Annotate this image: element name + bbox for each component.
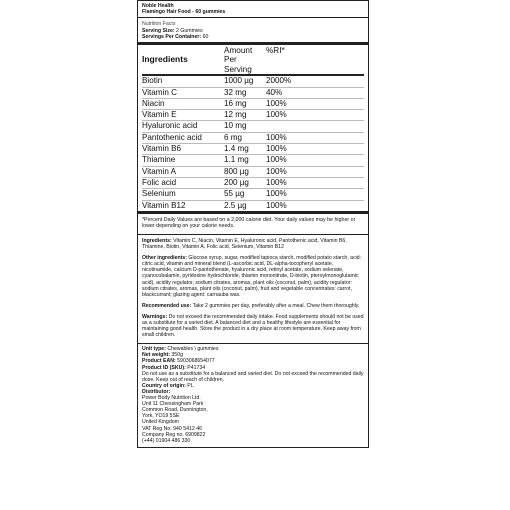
nutrient-row [142,155,364,166]
other-ingredients-text: Glucose syrup, sugar, modified tapioca starch, modified potato starch, acid: citric acid, vitamin and mineral blend (L-ascorbic acid, DL-alpha-tocopheryl acetate, nicotinamide, calcium D-pantothenate, hyaluronic acid, retinyl acetate, sodium selenate, cyanocobalamin, pyridoxine hydrochloride, thiamin mononitrate, D-biotin, pteroylmonoglutamic acid), acidity regulator, sodium citrates, aromas, plant oils (coconut, palm), acidity regulator: sodium citrates, aromas, plant oils (coconut, palm), fruit and vegetable concentrates: carrot, blackcurrant; glazing agent: carnauba wax. [142,255,362,298]
nutrient-ri: 40% [266,87,364,98]
servings-per-container [142,34,364,40]
nutrient-amount: 200 µg [224,177,266,188]
nutrient-row [142,98,364,109]
net-weight-value: 350g [171,352,183,359]
ingredients-text: Vitamin C, Niacin, Vitamin E, Hyaluronic acid, Pantothenic acid, Vitamin B6, Thiamine, Biotin, Vitamin A, Folic acid, Selenium, Vitamin B12 [142,237,347,251]
nutrient-amount: 12 mg [224,110,266,121]
nutrient-name: Pantothenic acid [142,132,224,143]
distributor-label: Distributor: [142,388,171,395]
nutrient-name: Selenium [142,189,224,200]
col-ri: %RI* [266,46,285,56]
nutrient-row [142,166,364,177]
serving-size-label: Serving Size: [142,27,175,34]
nutrient-row [142,110,364,121]
nutrient-row [142,75,364,87]
col-amount: Amount Per Serving [224,46,253,74]
nutrient-row [142,121,364,132]
nutrient-name: Vitamin B6 [142,144,224,155]
nutrient-name: Vitamin C [142,87,224,98]
distributor-line: Common Road, Dunnington, [142,407,208,414]
nutrient-name: Vitamin A [142,166,224,177]
nutrient-ri: 100% [266,132,364,143]
nutrient-amount: 32 mg [224,87,266,98]
product-name: Flamingo Hair Food - 60 gummies [142,9,226,16]
product-ean-label: Product EAN: [142,358,176,365]
nutrient-row [142,144,364,155]
nutrition-table-header [142,45,364,75]
nutrient-amount: 16 mg [224,98,266,109]
nutrient-ri: 100% [266,200,364,211]
nutrient-row [142,87,364,98]
ingredients-section [138,234,368,343]
nutrient-name: Folic acid [142,177,224,188]
nutrient-amount: 1.1 mg [224,155,266,166]
product-header [138,1,368,17]
nutrient-row [142,177,364,188]
nutrition-table-section [138,42,368,211]
warnings-text: Do not exceed the recommended daily intake. Food supplements should not be used as a substitute for a varied diet. A balanced diet and a healthy lifestyle are essential for maintaining good health. Store the product in a dry place at room temperature. Keep away from small children. [142,313,364,339]
nutrient-amount: 55 µg [224,189,266,200]
col-ingredients: Ingredients [142,54,188,65]
nutrient-ri: 100% [266,189,364,200]
country-label: Country of origin: [142,382,186,389]
nutrient-amount: 10 mg [224,121,266,132]
distributor-line: York, YO19 5SE [142,413,180,420]
nutrient-name: Hyaluronic acid [142,121,224,132]
daily-value-footnote: *Percent Daily Values are based on a 2,000 calorie diet. Your daily values may be higher or lower depending on your calorie needs. [138,211,368,234]
nutrient-ri: 100% [266,155,364,166]
nutrient-ri: 2000% [266,75,364,87]
product-sku-label: Product ID (SKU): [142,364,186,371]
unit-type-value: Chewables \ gummies [167,346,219,353]
product-info-section [138,343,368,447]
other-ingredients-block [142,255,364,298]
distributor-line: Power Body Nutrition Ltd. [142,395,201,402]
brand-name: Noble Health [142,3,174,9]
distributor-line: Unit 11 Chessingham Park [142,401,204,408]
servings-label: Servings Per Container: [142,33,202,40]
recommended-use-text: Take 2 gummies per day, preferably after a meal. Chew them thoroughly. [192,302,360,309]
product-sku-value: P41734 [187,364,206,371]
distributor-line: United Kingdom [142,419,179,426]
nutrition-facts-header [138,17,368,42]
nutrient-ri: 100% [266,98,364,109]
nutrient-amount: 1000 µg [224,75,266,87]
nutrition-table-body [142,75,364,211]
distributor-line: (+44) 01904 486 330 [142,437,191,444]
substitute-note: Do not use as a substitute for a balanced and varied diet. Do not exceed the recommended daily dose. Keep out of reach of children. [142,370,364,383]
nutrient-ri: 100% [266,110,364,121]
nutrient-name: Vitamin B12 [142,200,224,211]
supplement-label [137,0,369,448]
nutrient-amount: 2.5 µg [224,200,266,211]
distributor-line: VAT Reg No. 940 5412 46 [142,425,202,432]
nutrient-name: Biotin [142,75,224,87]
recommended-use-block [142,303,364,309]
unit-type-label: Unit type: [142,346,166,353]
country-value: PL [187,382,194,389]
nutrient-amount: 1.4 mg [224,144,266,155]
warnings-block [142,314,364,341]
nutrient-ri: 100% [266,177,364,188]
nutrient-ri: 100% [266,144,364,155]
nutrient-row [142,200,364,211]
nutrient-name: Thiamine [142,155,224,166]
nutrient-amount: 800 µg [224,166,266,177]
net-weight-label: Net weight: [142,352,170,359]
nutrient-name: Niacin [142,98,224,109]
distributor-address [142,395,364,444]
nutrient-ri: 100% [266,166,364,177]
nutrient-name: Vitamin E [142,110,224,121]
recommended-use-label: Recommended use: [142,302,192,309]
serving-size-value: 2 Gummies [176,27,203,34]
ingredients-label: Ingredients: [142,237,172,244]
product-ean-value: 5903068654077 [177,358,215,365]
nutrient-row [142,189,364,200]
warnings-label: Warnings: [142,313,168,320]
nutrition-facts-title: Nutrition Facts [142,21,176,28]
nutrient-ri [266,121,364,132]
ingredients-block [142,238,364,250]
nutrient-row [142,132,364,143]
nutrition-table [142,45,364,211]
nutrient-amount: 6 mg [224,132,266,143]
distributor-line: Company Reg no. 6909822 [142,431,206,438]
servings-value: 60 [202,33,209,40]
other-ingredients-label: Other ingredients: [142,255,187,262]
